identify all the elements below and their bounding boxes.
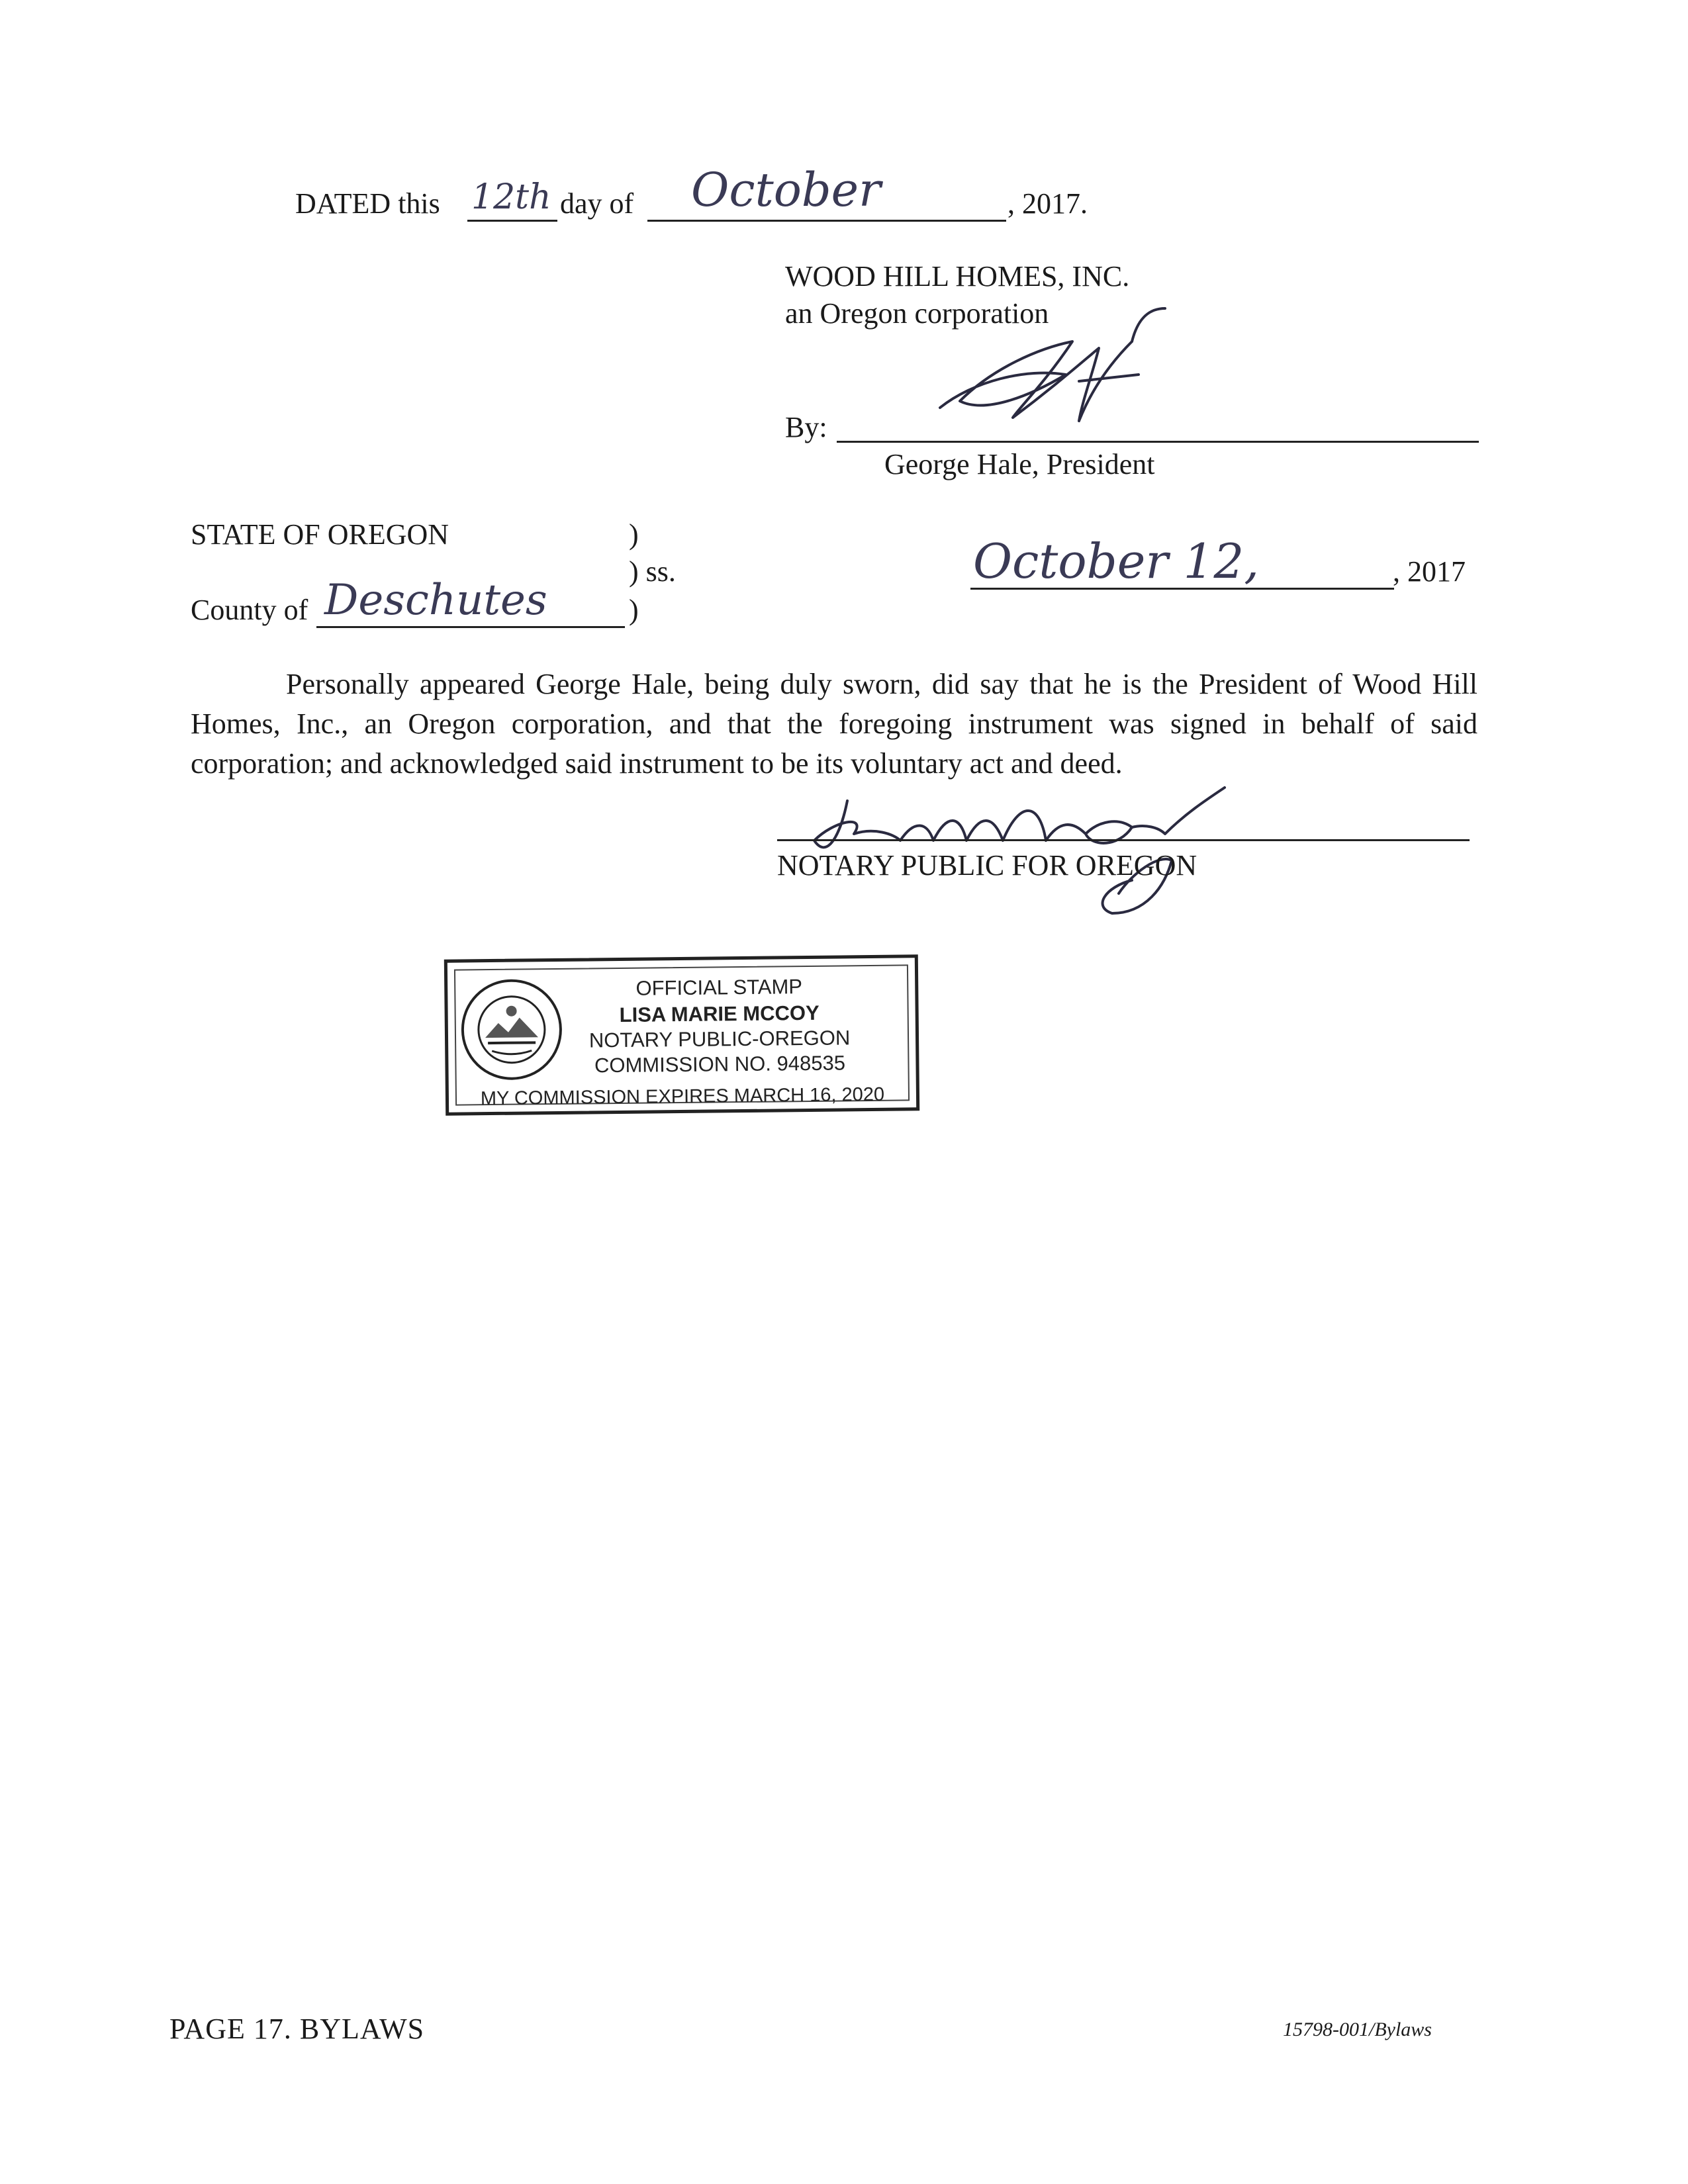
venue-state: STATE OF OREGON [191,518,449,551]
dated-suffix: , 2017. [1008,187,1088,220]
company-name: WOOD HILL HOMES, INC. [785,260,1130,293]
official-stamp [444,954,919,1115]
footer-doc-id: 15798-001/Bylaws [1283,2019,1432,2040]
venue-ss: ) ss. [629,555,676,588]
stamp-line-official: OFFICIAL STAMP [635,975,803,1000]
stamp-line-title: NOTARY PUBLIC-OREGON [588,1026,851,1052]
venue-county-label: County of [191,594,308,626]
stamp-line-expires: MY COMMISSION EXPIRES MARCH 16, 2020 [480,1083,885,1110]
notary-title: NOTARY PUBLIC FOR OREGON [777,849,1197,882]
dated-month-handwritten: October [691,163,881,217]
acknowledgment-text: Personally appeared George Hale, being duly sworn, did say that he is the President of Wood Hill Homes, Inc., an Oregon corporation, and that the foregoing instrument was signed in behalf of said corporation; and acknowledged said instrument to be its voluntary act and deed. [191,668,1477,780]
signatory-name: George Hale, President [884,448,1155,480]
dated-middle: day of [560,187,634,220]
notary-signature-line [777,839,1470,841]
company-descriptor: an Oregon corporation [785,297,1049,330]
county-underline [316,626,625,628]
notary-signature [774,761,1238,933]
dated-day-handwritten: 12th [471,177,551,217]
dated-month-underline [647,220,1006,222]
signature-line [837,441,1479,443]
stamp-line-name: LISA MARIE MCCOY [619,1001,820,1026]
venue-paren-1: ) [629,518,639,551]
venue-date-handwritten: October 12, [973,533,1260,589]
stamp-line-commission: COMMISSION NO. 948535 [594,1051,846,1077]
venue-year: , 2017 [1393,555,1466,588]
state-seal-icon [458,976,565,1083]
by-label: By: [785,411,827,443]
president-signature [914,302,1192,441]
dated-day-underline [467,220,557,222]
dated-prefix: DATED this [295,187,440,220]
venue-paren-3: ) [629,594,639,626]
footer-page-label: PAGE 17. BYLAWS [169,2013,425,2045]
county-handwritten: Deschutes [324,576,547,625]
